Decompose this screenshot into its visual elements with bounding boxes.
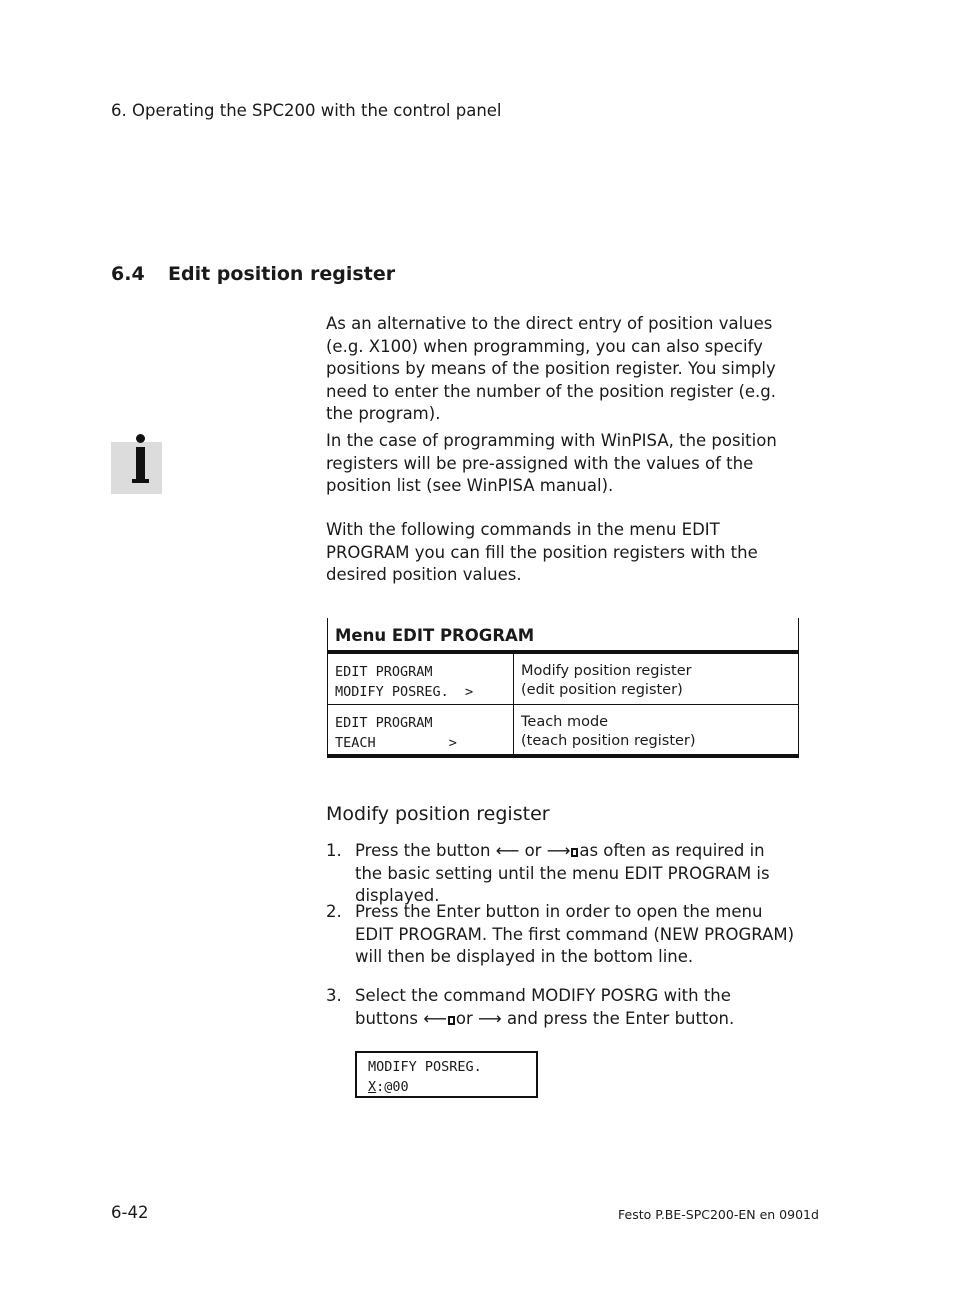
step-text-part: or: [455, 1008, 479, 1028]
arrow-left-icon: ⟵: [495, 841, 520, 860]
display-line: EDIT PROGRAM: [335, 714, 433, 731]
lcd-cursor: X: [368, 1079, 377, 1095]
menu-table-header: Menu EDIT PROGRAM: [328, 618, 799, 652]
section-title: [111, 263, 395, 285]
intro-paragraph: As an alternative to the direct entry of position values (e.g. X100) when programming, you can also specify positions by means of the position register. You simply need to enter the number of the position register (e.g. the program).: [326, 314, 777, 423]
arrow-left-icon: ⟵: [423, 1008, 447, 1028]
section-title-text: Edit position register: [168, 263, 396, 285]
table-row: [328, 652, 799, 704]
description-line: Modify position register: [521, 663, 692, 679]
arrow-right-icon: ⟶: [478, 1008, 502, 1028]
lcd-display: [355, 1051, 538, 1098]
info-icon: [111, 434, 162, 494]
display-line: EDIT PROGRAM: [335, 664, 433, 680]
step-number: 3.: [326, 986, 342, 1005]
step-text-part: Select the command MODIFY POSRG with the buttons: [355, 986, 731, 1028]
description-line: (teach position register): [521, 732, 696, 749]
step-text-part: as often as required in the basic setting until the menu EDIT PROGRAM is displayed.: [355, 841, 770, 905]
step-text-part: Press the button: [355, 841, 496, 860]
square-icon: [571, 848, 578, 857]
lcd-line: MODIFY POSREG.: [368, 1059, 482, 1075]
description-cell: [514, 704, 799, 756]
lcd-line: :@00: [376, 1079, 409, 1095]
subsection-title: Modify position register: [326, 803, 550, 825]
display-line: MODIFY POSREG. >: [335, 684, 474, 700]
step-text: [355, 840, 795, 908]
section-number: 6.4: [111, 263, 145, 285]
description-cell: [514, 652, 799, 704]
page-number: 6-42: [111, 1203, 149, 1222]
commands-paragraph: With the following commands in the menu EDIT PROGRAM you can fill the position registers with the desired position values.: [326, 520, 758, 584]
arrow-right-icon: ⟶: [546, 841, 571, 860]
description-line: (edit position register): [521, 682, 683, 698]
step-text-part: or: [519, 841, 547, 860]
menu-table: [327, 618, 799, 758]
step-text: [355, 985, 795, 1030]
square-icon: [448, 1016, 455, 1025]
chapter-header: 6. Operating the SPC200 with the control panel: [111, 101, 502, 120]
display-line: TEACH >: [335, 734, 457, 751]
step-text: Press the Enter button in order to open the menu EDIT PROGRAM. The first command (NEW PROGRAM) will then be displayed in the bottom line.: [355, 902, 795, 966]
winpisa-note: In the case of programming with WinPISA, the position registers will be pre-assigned with the values of the position list (see WinPISA manual).: [326, 431, 777, 495]
display-cell: [328, 704, 514, 756]
step-number: 1.: [326, 841, 342, 860]
step-number: 2.: [326, 902, 342, 921]
step-text-part: and press the Enter button.: [501, 1008, 735, 1028]
description-line: Teach mode: [521, 713, 609, 730]
display-cell: [328, 652, 514, 704]
table-row: [328, 704, 799, 756]
document-id: Festo P.BE-SPC200-EN en 0901d: [618, 1207, 819, 1222]
